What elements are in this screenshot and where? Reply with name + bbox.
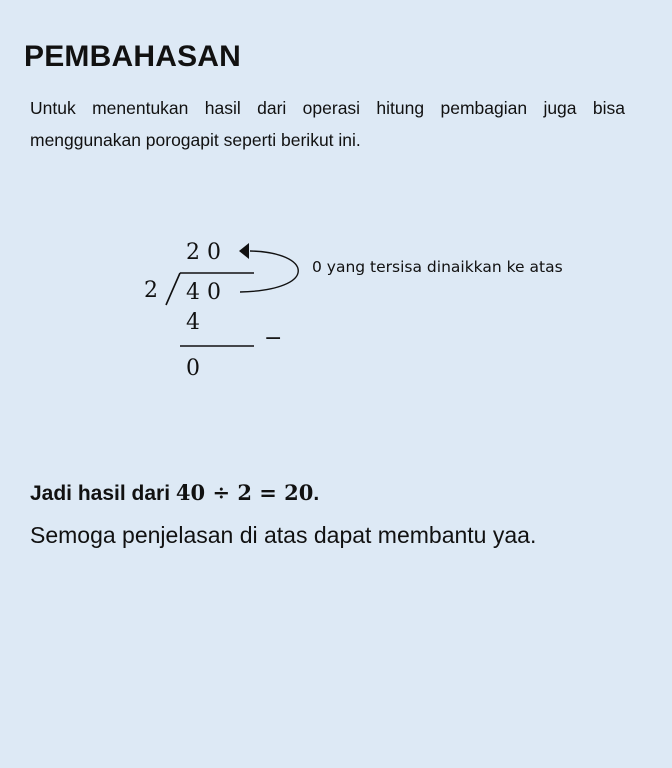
quotient: 2 0 (186, 240, 221, 265)
conclusion-period: . (313, 482, 320, 505)
carry-annotation: 0 yang tersisa dinaikkan ke atas (312, 258, 563, 276)
conclusion-line (30, 480, 319, 506)
carry-arrow-head (239, 243, 249, 259)
remainder: 0 (186, 356, 200, 381)
closing-line: Semoga penjelasan di atas dapat membantu yaa. (30, 522, 537, 548)
division-bracket-slash (166, 273, 180, 305)
conclusion-expression: 40 ÷ 2 = 20 (175, 480, 314, 505)
minus-sign: − (264, 326, 283, 351)
intro-paragraph: Untuk menentukan hasil dari operasi hitung pembagian juga bisa menggunakan porogapit seperti berikut ini. (30, 98, 625, 150)
dividend: 4 0 (186, 280, 221, 305)
subtrahend: 4 (186, 310, 200, 335)
conclusion-label: Jadi hasil dari (30, 482, 176, 505)
page-title: PEMBAHASAN (24, 40, 242, 73)
divisor: 2 (144, 278, 158, 303)
